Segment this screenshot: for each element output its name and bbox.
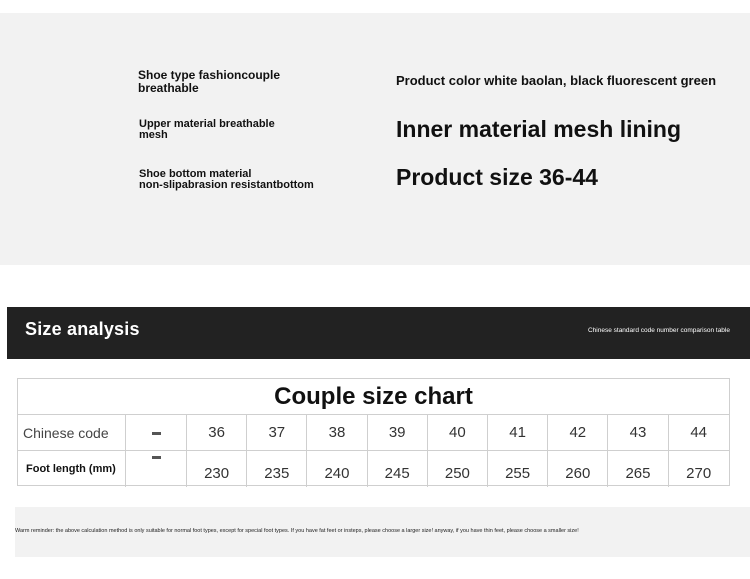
size-analysis-subtitle: Chinese standard code number comparison table xyxy=(587,327,730,334)
foot-length-cell: 260 xyxy=(548,451,608,487)
row-label-foot-length: Foot length (mm) xyxy=(18,451,126,487)
chinese-code-cell: 39 xyxy=(368,415,428,451)
chinese-code-cell: 38 xyxy=(307,415,367,451)
dash-icon xyxy=(152,432,161,435)
foot-length-cell: 250 xyxy=(428,451,488,487)
chinese-code-cell: 36 xyxy=(187,415,247,451)
foot-length-cell: 240 xyxy=(307,451,367,487)
couple-size-chart xyxy=(17,378,730,486)
foot-length-cell: 245 xyxy=(368,451,428,487)
foot-length-cell: 270 xyxy=(686,465,712,482)
table-row-foot-length xyxy=(18,450,729,486)
chinese-code-cell: 43 xyxy=(608,415,668,451)
chinese-code-cell: 44 xyxy=(690,424,708,441)
spec-product-size: Product size 36-44 xyxy=(396,164,598,190)
row-label-chinese-code: Chinese code xyxy=(18,415,126,451)
size-chart-title: Couple size chart xyxy=(274,383,473,410)
chinese-code-cell: 40 xyxy=(428,415,488,451)
dash-cell xyxy=(126,415,187,451)
warm-reminder-text: Warm reminder: the above calculation method is only suitable for normal foot types, except for special foot types. If you have fat feet or insteps, please choose a larger size! anyway, if you have thin feet, please choose a smaller size! xyxy=(15,528,579,534)
dash-cell xyxy=(126,451,187,487)
warm-reminder xyxy=(15,507,750,557)
chinese-code-cell: 42 xyxy=(548,415,608,451)
foot-length-cell: 265 xyxy=(608,451,668,487)
foot-length-cell: 255 xyxy=(488,451,548,487)
chinese-code-cell: 37 xyxy=(247,415,307,451)
foot-length-cell: 235 xyxy=(247,451,307,487)
size-analysis-bar xyxy=(7,307,750,359)
spec-upper-material: Upper material breathable mesh xyxy=(139,118,275,141)
size-analysis-title: Size analysis xyxy=(25,319,140,339)
spec-shoe-bottom: Shoe bottom material non-slipabrasion resistantbottom xyxy=(139,168,314,191)
product-spec-panel xyxy=(0,13,750,265)
spec-product-color: Product color white baolan, black fluorescent green xyxy=(396,73,717,88)
chinese-code-cell: 41 xyxy=(488,415,548,451)
dash-icon xyxy=(152,456,161,459)
foot-length-cell: 230 xyxy=(187,451,247,487)
spec-inner-material: Inner material mesh lining xyxy=(396,116,682,142)
spec-shoe-type: Shoe type fashioncouple breathable xyxy=(138,68,281,95)
table-row-chinese-code xyxy=(18,414,729,450)
